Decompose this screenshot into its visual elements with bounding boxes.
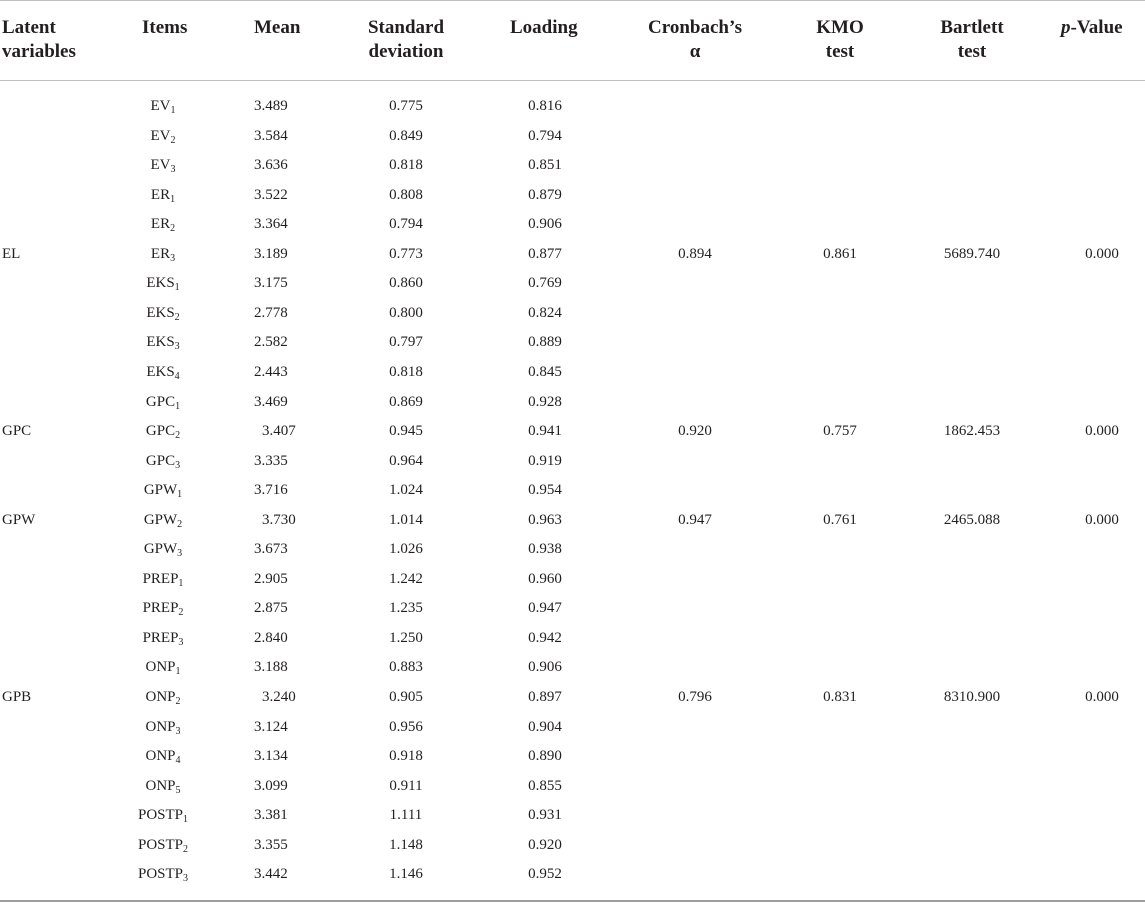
item-code: EKS [146,305,175,321]
loading-value: 0.963 [528,512,562,528]
item-subscript: 3 [174,341,180,352]
loading-value: 0.919 [528,453,562,469]
loading-value: 0.942 [528,630,562,646]
item-code: ER [150,246,171,262]
item-subscript: 2 [177,519,183,530]
sd-value: 0.956 [389,719,423,735]
item-label [118,540,208,558]
item-label [118,777,208,795]
loading-value: 0.855 [528,778,562,794]
loading-value: 0.928 [528,394,562,410]
cronbach-alpha-value: 0.947 [678,512,712,528]
latent-variable-name: GPW [2,512,36,528]
mean-value: 3.335 [254,453,288,469]
item-code: PREP [142,630,179,646]
item-subscript: 4 [175,755,181,766]
item-code: POSTP [137,807,184,823]
bottom-rule [0,900,1145,902]
item-label [118,452,208,470]
item-code: EKS [146,275,175,291]
header-kmo-line2: test [825,41,855,62]
cronbach-alpha-value: 0.894 [678,246,712,262]
item-code: EV [150,157,171,173]
mean-value: 3.134 [254,748,288,764]
item-subscript: 3 [175,726,181,737]
item-label [118,422,208,440]
sd-value: 0.860 [389,275,423,291]
loading-value: 0.794 [528,128,562,144]
kmo-value: 0.757 [823,423,857,439]
loading-value: 0.879 [528,187,562,203]
item-code: POSTP [137,837,184,853]
sd-value: 0.945 [389,423,423,439]
item-code: GPW [143,541,178,557]
item-label [118,245,208,263]
header-cronbach-alpha [630,16,760,64]
mean-value: 2.875 [254,600,288,616]
p-value: 0.000 [1085,689,1119,705]
header-latent-variables [2,16,76,64]
sd-value: 0.797 [389,334,423,350]
sd-value: 0.905 [389,689,423,705]
item-subscript: 4 [174,371,180,382]
mean-value: 3.730 [262,512,296,528]
item-subscript: 1 [174,282,180,293]
bartlett-value: 1862.453 [943,423,1001,439]
item-label [118,156,208,174]
header-kmo-test [800,16,880,64]
mean-value: 3.189 [254,246,288,262]
mean-value: 3.355 [254,837,288,853]
sd-value: 0.849 [389,128,423,144]
item-code: POSTP [137,866,184,882]
header-p-rest: -Value [1070,17,1123,38]
item-code: EKS [146,364,175,380]
item-subscript: 1 [170,194,176,205]
item-subscript: 2 [183,844,189,855]
bartlett-value: 5689.740 [943,246,1001,262]
sd-value: 1.024 [389,482,423,498]
mean-value: 3.489 [254,98,288,114]
item-code: GPC [145,423,176,439]
mean-value: 3.099 [254,778,288,794]
item-subscript: 2 [170,223,176,234]
sd-value: 1.148 [389,837,423,853]
item-subscript: 1 [183,814,189,825]
bartlett-value: 8310.900 [943,689,1001,705]
loading-value: 0.906 [528,216,562,232]
latent-variable-name: GPB [2,689,32,705]
sd-value: 0.794 [389,216,423,232]
mean-value: 2.778 [254,305,288,321]
sd-value: 0.964 [389,453,423,469]
item-subscript: 3 [183,873,189,884]
sd-value: 0.818 [389,364,423,380]
sd-value: 0.883 [389,659,423,675]
item-label [118,629,208,647]
item-label [118,836,208,854]
header-bartlett-test [920,16,1024,64]
loading-value: 0.960 [528,571,562,587]
item-code: GPC [145,453,176,469]
header-rule [0,80,1145,81]
loading-value: 0.769 [528,275,562,291]
item-code: EKS [146,334,175,350]
header-loading: Loading [510,17,578,38]
sd-value: 0.808 [389,187,423,203]
sd-value: 0.869 [389,394,423,410]
item-subscript: 3 [170,164,176,175]
sd-value: 1.242 [389,571,423,587]
item-label [118,511,208,529]
header-latent-line1: Latent [2,17,56,38]
header-alpha-line2: α [689,41,701,62]
header-p-value [1061,16,1123,40]
loading-value: 0.941 [528,423,562,439]
item-label [118,599,208,617]
loading-value: 0.824 [528,305,562,321]
sd-value: 0.818 [389,157,423,173]
item-code: ER [150,216,171,232]
item-code: ONP [145,659,176,675]
item-subscript: 2 [175,696,181,707]
item-subscript: 1 [177,489,183,500]
header-items: Items [142,17,188,38]
loading-value: 0.920 [528,837,562,853]
header-sd-line1: Standard [367,17,445,38]
item-label [118,747,208,765]
loading-value: 0.954 [528,482,562,498]
item-label [118,393,208,411]
top-rule [0,0,1145,1]
loading-value: 0.877 [528,246,562,262]
latent-variable-name: GPC [2,423,32,439]
item-label [118,215,208,233]
item-label [118,481,208,499]
item-code: ONP [145,778,176,794]
item-label [118,97,208,115]
item-subscript: 2 [170,135,176,146]
item-label [118,570,208,588]
mean-value: 3.188 [254,659,288,675]
item-code: GPW [143,482,178,498]
mean-value: 3.522 [254,187,288,203]
mean-value: 3.584 [254,128,288,144]
item-subscript: 2 [174,312,180,323]
sd-value: 0.918 [389,748,423,764]
mean-value: 2.905 [254,571,288,587]
header-kmo-line1: KMO [816,17,864,38]
item-label [118,304,208,322]
loading-value: 0.952 [528,866,562,882]
item-subscript: 3 [178,637,184,648]
cronbach-alpha-value: 0.920 [678,423,712,439]
mean-value: 3.469 [254,394,288,410]
header-alpha-line1: Cronbach’s [648,17,742,38]
item-label [118,186,208,204]
sd-value: 0.911 [389,778,423,794]
mean-value: 3.175 [254,275,288,291]
item-label [118,274,208,292]
header-bartlett-line2: test [957,41,987,62]
item-subscript: 3 [177,548,183,559]
loading-value: 0.931 [528,807,562,823]
item-subscript: 3 [170,253,176,264]
item-label [118,806,208,824]
bartlett-value: 2465.088 [943,512,1001,528]
mean-value: 3.364 [254,216,288,232]
mean-value: 3.636 [254,157,288,173]
sd-value: 0.773 [389,246,423,262]
kmo-value: 0.861 [823,246,857,262]
mean-value: 2.840 [254,630,288,646]
loading-value: 0.897 [528,689,562,705]
item-subscript: 1 [178,578,184,589]
header-sd-line2: deviation [368,41,444,62]
item-subscript: 1 [175,401,181,412]
mean-value: 3.381 [254,807,288,823]
item-subscript: 5 [175,785,181,796]
cronbach-alpha-value: 0.796 [678,689,712,705]
item-subscript: 1 [170,105,176,116]
item-label [118,688,208,706]
header-bartlett-line1: Bartlett [940,17,1004,38]
mean-value: 3.240 [262,689,296,705]
item-subscript: 2 [175,430,181,441]
item-label [118,718,208,736]
loading-value: 0.890 [528,748,562,764]
item-code: EV [150,98,171,114]
header-p-italic: p [1061,17,1071,38]
loading-value: 0.845 [528,364,562,380]
item-code: PREP [142,571,179,587]
item-code: GPC [145,394,176,410]
sd-value: 0.775 [389,98,423,114]
latent-variable-name: EL [2,246,21,262]
item-label [118,865,208,883]
loading-value: 0.904 [528,719,562,735]
sd-value: 1.235 [389,600,423,616]
loading-value: 0.851 [528,157,562,173]
p-value: 0.000 [1085,246,1119,262]
item-code: PREP [142,600,179,616]
item-subscript: 1 [175,666,181,677]
sd-value: 1.026 [389,541,423,557]
item-code: ER [150,187,171,203]
sd-value: 0.800 [389,305,423,321]
item-code: EV [150,128,171,144]
item-subscript: 2 [178,607,184,618]
p-value: 0.000 [1085,423,1119,439]
loading-value: 0.906 [528,659,562,675]
mean-value: 3.124 [254,719,288,735]
header-latent-line2: variables [2,41,76,62]
mean-value: 3.442 [254,866,288,882]
loading-value: 0.889 [528,334,562,350]
item-code: ONP [145,748,176,764]
item-label [118,333,208,351]
item-label [118,658,208,676]
sd-value: 1.146 [389,866,423,882]
loading-value: 0.947 [528,600,562,616]
item-label [118,363,208,381]
item-code: ONP [145,719,176,735]
item-code: GPW [143,512,178,528]
mean-value: 2.582 [254,334,288,350]
mean-value: 2.443 [254,364,288,380]
item-code: ONP [145,689,176,705]
kmo-value: 0.761 [823,512,857,528]
mean-value: 3.716 [254,482,288,498]
mean-value: 3.407 [262,423,296,439]
sd-value: 1.250 [389,630,423,646]
sd-value: 1.111 [389,807,423,823]
item-label [118,127,208,145]
loading-value: 0.938 [528,541,562,557]
sd-value: 1.014 [389,512,423,528]
header-standard-deviation [346,16,466,64]
p-value: 0.000 [1085,512,1119,528]
loading-value: 0.816 [528,98,562,114]
item-subscript: 3 [175,460,181,471]
kmo-value: 0.831 [823,689,857,705]
header-mean: Mean [254,17,301,38]
mean-value: 3.673 [254,541,288,557]
